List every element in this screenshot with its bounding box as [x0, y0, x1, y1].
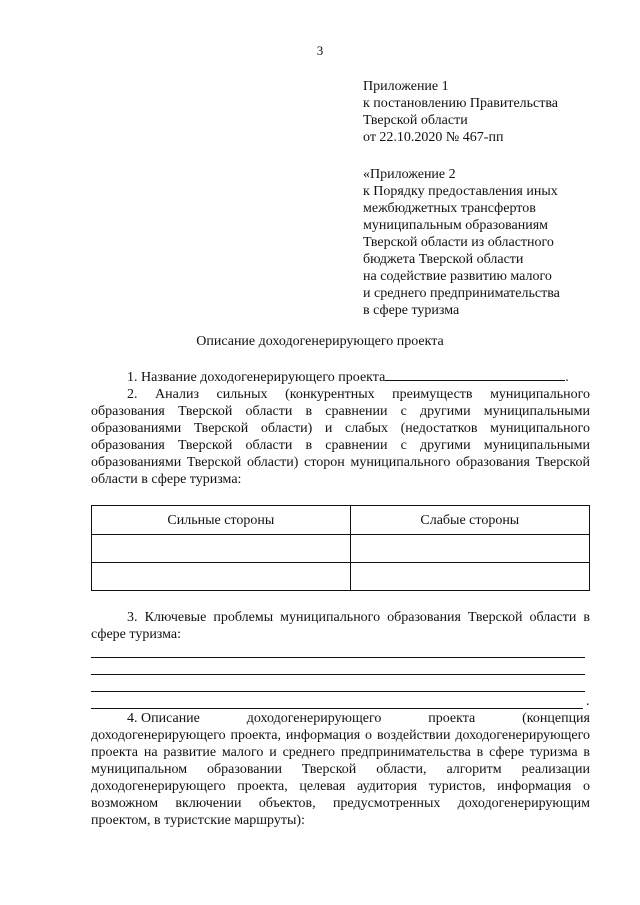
table-row: [92, 535, 590, 563]
appendix1-line: от 22.10.2020 № 467-пп: [363, 130, 504, 145]
item-4-word: доходогенерирующего: [246, 711, 382, 726]
fill-in-line: [385, 368, 565, 381]
table-header-weaknesses: Слабые стороны: [350, 506, 589, 535]
appendix2-line: муниципальным образованиям: [363, 218, 548, 233]
table-cell: [350, 563, 589, 591]
appendix2-line: к Порядку предоставления иных: [363, 184, 558, 199]
appendix1-line: к постановлению Правительства: [363, 96, 559, 111]
appendix2-line: бюджета Тверской области: [363, 252, 524, 267]
appendix2-line: межбюджетных трансфертов: [363, 201, 536, 216]
item-4-word: (концепция: [522, 711, 590, 726]
document-title: Описание доходогенерирующего проекта: [196, 334, 444, 349]
item-2-text: 2. Анализ сильных (конкурентных преимуществ муниципального образования Тверской области в сравнении с другими муниципальными образованиями Тверской области) и слабых (недостатков муниципального образования Тверской области в сравнении с другими муниципальными образованиями Тверской области) сторон муниципального образования Тверской области в сфере туризма:: [91, 387, 590, 487]
item-4-text: доходогенерирующего проекта, информация о воздействии доходогенерирующего проекта на развитие малого и среднего предпринимательства в сфере туризма в муниципальном образовании Тверской области, алгоритм реализации доходогенерирующего проекта, целевая аудитория туристов, информация о возможном включении объектов, предусмотренных доходогенерирующим проектом, в туристские маршруты):: [91, 728, 590, 828]
appendix2-line: Тверской области из областного: [363, 235, 554, 250]
appendix-header: [363, 78, 613, 319]
item-1: [91, 368, 590, 386]
appendix1-line: Приложение 1: [363, 79, 449, 94]
table-cell: [350, 535, 589, 563]
table-cell: [92, 563, 351, 591]
strengths-weaknesses-table: [91, 505, 590, 591]
table-row: [92, 563, 590, 591]
item-3-text: 3. Ключевые проблемы муниципального образования Тверской области в сфере туризма:: [91, 610, 590, 642]
appendix2-line: «Приложение 2: [363, 167, 456, 182]
item-4-word: проекта: [428, 711, 476, 726]
fill-in-line: [91, 657, 585, 658]
item-3-end: .: [586, 694, 590, 709]
item-4: [91, 710, 590, 829]
fill-in-line: [91, 674, 585, 675]
item-4-word: 4. Описание: [127, 711, 200, 726]
fill-in-line: [91, 708, 583, 709]
table-header-strengths: Сильные стороны: [92, 506, 351, 535]
appendix1-line: Тверской области: [363, 113, 468, 128]
appendix2-line: в сфере туризма: [363, 303, 460, 318]
fill-in-line: [91, 691, 585, 692]
appendix2-line: и среднего предпринимательства: [363, 286, 560, 301]
item-1-text: 1. Название доходогенерирующего проекта: [127, 370, 386, 385]
item-1-end: .: [565, 370, 569, 385]
table-cell: [92, 535, 351, 563]
page-number: 3: [316, 43, 324, 58]
appendix2-line: на содействие развитию малого: [363, 269, 552, 284]
